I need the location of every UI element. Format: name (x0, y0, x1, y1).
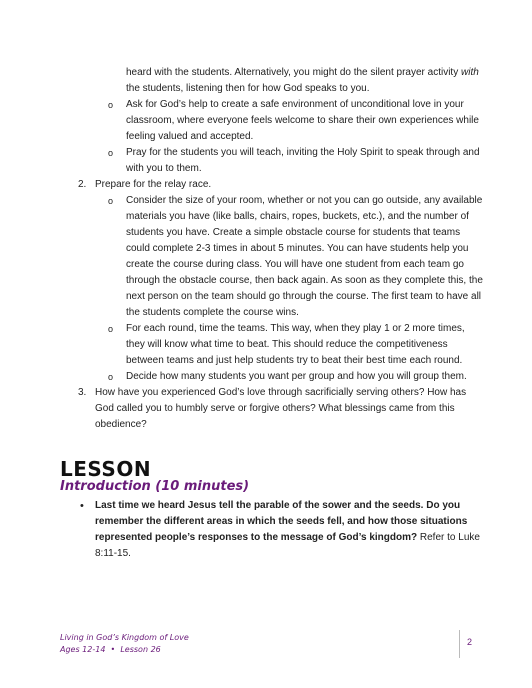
body-line: the students complete the course wins. (126, 307, 299, 318)
body-line: God called you to humbly serve or forgive others? What blessings came from this (95, 403, 455, 414)
body-line (126, 66, 479, 80)
body-line: Ask for God’s help to create a safe environment of unconditional love in your (126, 99, 464, 110)
list-number: 3. (78, 387, 87, 398)
footer-divider (459, 630, 460, 658)
body-line: Decide how many students you want per group and how you will group them. (126, 371, 467, 382)
body-line: students you have. Create a simple obstacle course for students that teams (126, 227, 461, 238)
list-number: 2. (78, 179, 87, 190)
section-heading: LESSON (60, 457, 152, 481)
intro-reference: Refer to Luke (417, 532, 480, 543)
body-line: obedience? (95, 419, 147, 430)
body-line: they will know what time to beat. This should reduce the competitiveness (126, 339, 448, 350)
body-line: classroom, where everyone feels welcome to share their own experiences while (126, 115, 479, 126)
body-line: Pray for the students you will teach, inviting the Holy Spirit to speak through and (126, 147, 480, 158)
intro-line: remember the different areas in which the seeds fell, and how those situations (95, 516, 468, 527)
body-line: For each round, time the teams. This way, when they play 1 or 2 more times, (126, 323, 465, 334)
footer-separator: • (110, 645, 116, 654)
body-line: Prepare for the relay race. (95, 179, 212, 190)
hollow-bullet-icon: o (108, 372, 114, 382)
body-line: the students, listening then for how God speaks to you. (126, 83, 370, 94)
solid-bullet-icon: • (80, 500, 84, 512)
body-line: Consider the size of your room, whether or not you can go outside, any available (126, 195, 483, 206)
body-text-italic: with (461, 67, 479, 78)
body-line: feeling valued and accepted. (126, 131, 254, 142)
footer-lesson: Lesson 26 (120, 645, 161, 654)
body-line: between teams and just help students try to beat their best time each round. (126, 355, 463, 366)
intro-line: 8:11-15. (95, 548, 131, 559)
body-line: with you to them. (126, 163, 202, 174)
body-line: materials you have (like balls, chairs, ropes, buckets, etc.), and the number of (126, 211, 469, 222)
footer-meta (60, 645, 161, 654)
hollow-bullet-icon: o (108, 148, 114, 158)
hollow-bullet-icon: o (108, 324, 114, 334)
body-text: heard with the students. Alternatively, you might do the silent prayer activity (126, 67, 461, 78)
section-subheading: Introduction (10 minutes) (60, 479, 250, 494)
hollow-bullet-icon: o (108, 100, 114, 110)
body-line: could complete 2-3 times in about 5 minutes. You can have students help you (126, 243, 469, 254)
intro-line (95, 531, 480, 545)
hollow-bullet-icon: o (108, 196, 114, 206)
body-line: How have you experienced God’s love through sacrificially serving others? How has (95, 387, 467, 398)
footer-ages: Ages 12-14 (60, 645, 106, 654)
page-number: 2 (467, 637, 473, 647)
body-line: through the obstacle course, then back again. As soon as they complete this, the (126, 275, 483, 286)
footer-title: Living in God’s Kingdom of Love (60, 633, 189, 642)
intro-text-bold: represented people’s responses to the message of God’s kingdom? (95, 532, 418, 543)
body-line: create the course during class. You will have one student from each team go (126, 259, 464, 270)
body-line: next person on the team should go through the course. The first team to have all (126, 291, 482, 302)
intro-line: Last time we heard Jesus tell the parable of the sower and the seeds. Do you (95, 500, 461, 511)
